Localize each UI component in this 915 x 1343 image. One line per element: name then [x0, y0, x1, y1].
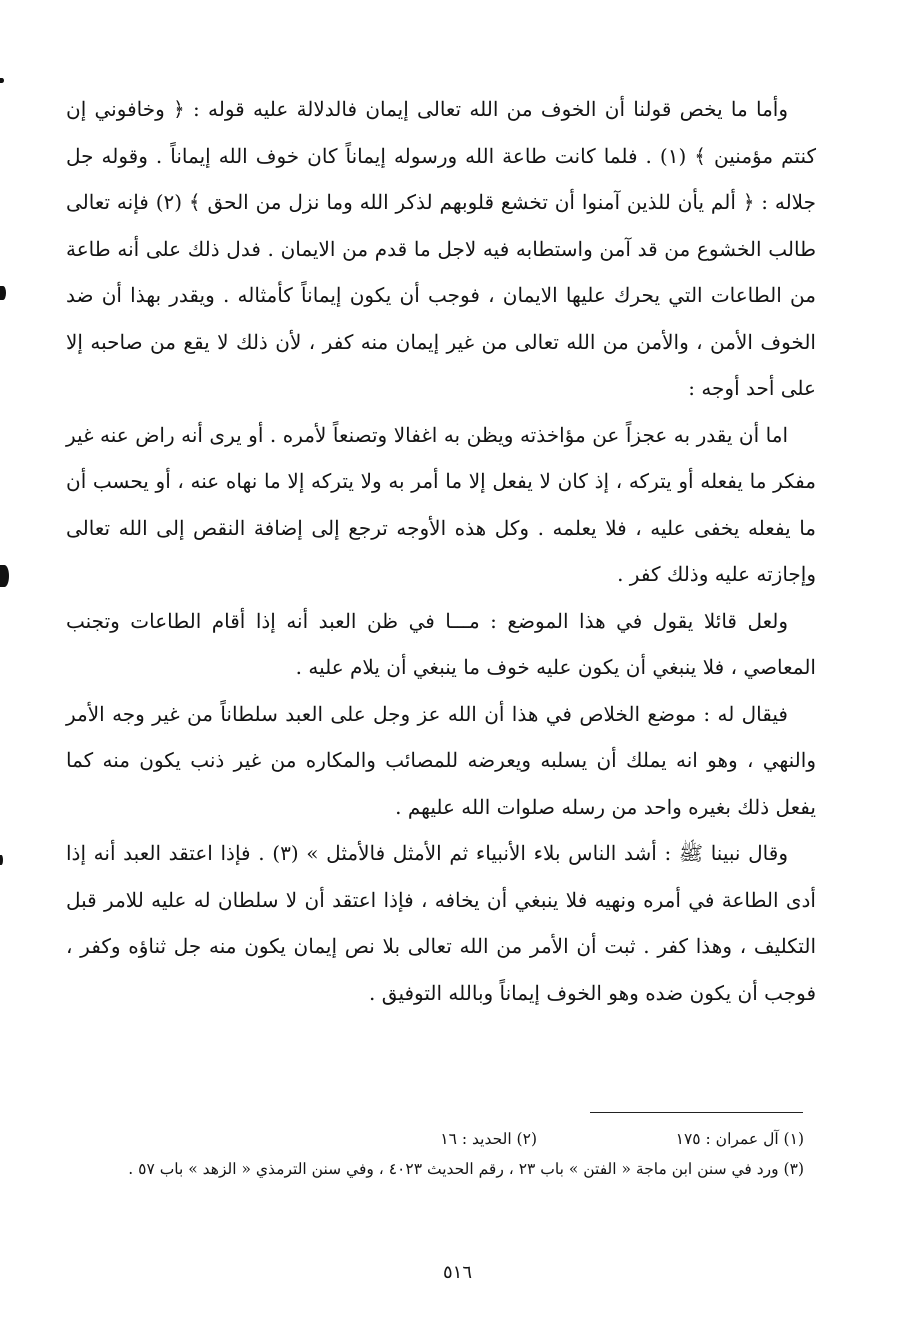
- footnote-1: (١) آل عمران : ١٧٥: [675, 1130, 804, 1148]
- paragraph-2: اما أن يقدر به عجزاً عن مؤاخذته ويظن به اغفالا وتصنعاً لأمره . أو يرى أنه راض عنه غير مفكر ما يفعله أو يتركه ، إذ كان لا يفعل إلا ما أمر به ولا يتركه إلا ما نهاه عنه ، أو يحسب أن ما يفعله يخفى عليه ، فلا يعلمه . وكل هذه الأوجه ترجع إلى إضافة النقص إلى الله تعالى وإجازته عليه وذلك كفر .: [66, 422, 816, 586]
- paragraph-3: ولعل قائلا يقول في هذا الموضع : مـــا في ظن العبد أنه إذا أقام الطاعات وتجنب المعاصي ، فلا ينبغي أن يكون عليه خوف ما ينبغي أن يلام عليه .: [66, 608, 816, 679]
- footnote-3: (٣) ورد في سنن ابن ماجة « الفتن » باب ٢٣ ، رقم الحديث ٤٠٢٣ ، وفي سنن الترمذي « الزهد » باب ٥٧ .: [128, 1160, 804, 1178]
- footnote-divider: [590, 1112, 803, 1113]
- paragraph-5: وقال نبينا ﷺ : أشد الناس بلاء الأنبياء ثم الأمثل فالأمثل » (٣) . فإذا اعتقد العبد أنه إذا أدى الطاعة في أمره ونهيه فلا ينبغي أن يخافه ، فإذا اعتقد أن لا سلطان له عليه للامر قبل التكليف ، وهذا كفر . ثبت أن الأمر من الله تعالى بلا نص إيمان يكون منه جل ثناؤه وكفر ، فوجب أن يكون ضده وهو الخوف إيماناً وبالله التوفيق .: [66, 841, 816, 1005]
- main-text: [66, 86, 816, 1016]
- scan-edge-mark: [0, 78, 4, 83]
- footnote-2: (٢) الحديد : ١٦: [440, 1130, 537, 1148]
- paragraph-4: فيقال له : موضع الخلاص في هذا أن الله عز وجل على العبد سلطاناً من غير وجه الأمر والنهي ، وهو انه يملك أن يسلبه ويعرضه للمصائب والمكاره من غير ذنب يكون منه كما يفعل ذلك بغيره واحد من رسله صلوات الله عليهم .: [66, 701, 816, 819]
- paragraph-1: وأما ما يخص قولنا أن الخوف من الله تعالى إيمان فالدلالة عليه قوله : ﴿ وخافوني إن كنتم مؤمنين ﴾ (١) . فلما كانت طاعة الله ورسوله إيماناً كان خوف الله إيماناً . وقوله جل جلاله : ﴿ ألم يأن للذين آمنوا أن تخشع قلوبهم لذكر الله وما نزل من الحق ﴾ (٢) فإنه تعالى طالب الخشوع من قد آمن واستطابه فيه لاجل ما قدم من الايمان . فدل ذلك على أنه طاعة من الطاعات التي يحرك عليها الايمان ، فوجب أن يكون إيماناً كأمثاله . ويقدر بهذا أن ضد الخوف الأمن ، والأمن من الله تعالى من غير إيمان منه كفر ، لأن ذلك لا يقع من صاحبه إلا على أحد أوجه :: [66, 97, 816, 400]
- footnote-row: [66, 1124, 816, 1154]
- scan-edge-mark: [0, 855, 3, 865]
- scan-edge-mark: [0, 286, 6, 300]
- scan-edge-mark: [0, 565, 9, 587]
- page-number: ٥١٦: [442, 1262, 472, 1283]
- footnotes: [66, 1124, 816, 1184]
